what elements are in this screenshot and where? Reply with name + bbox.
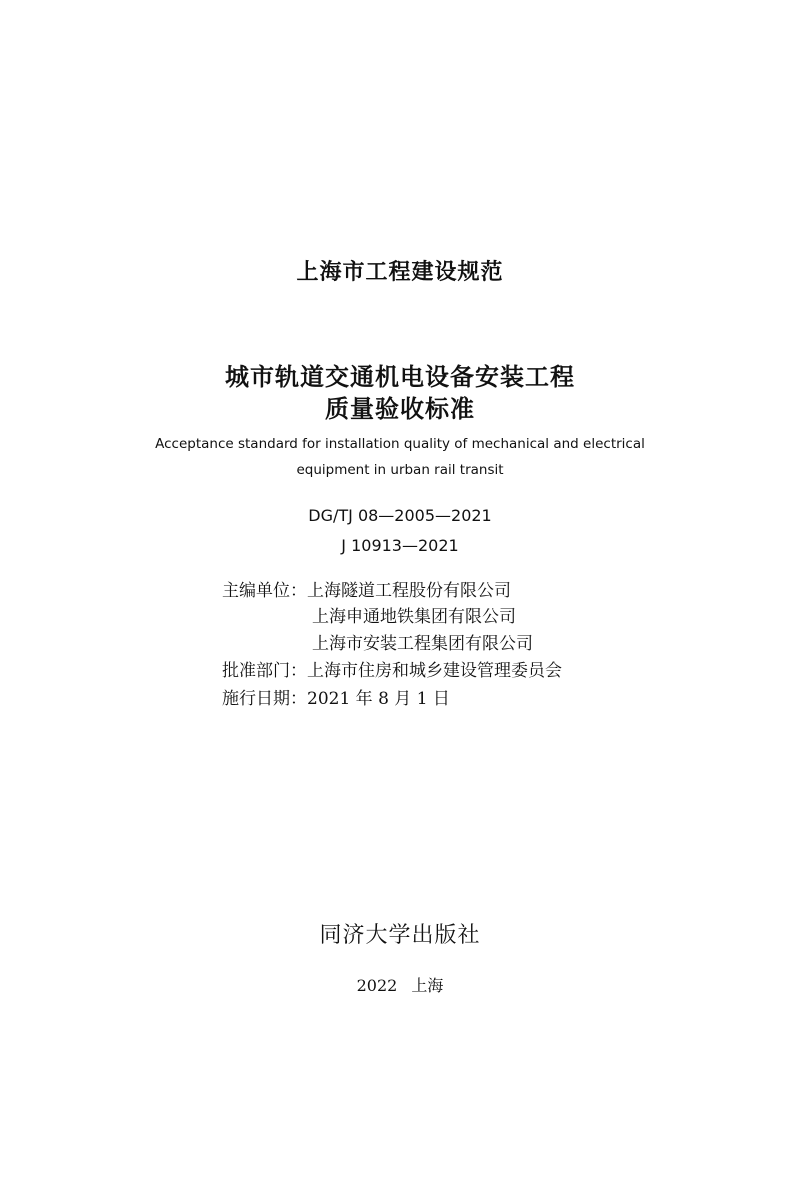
publication-year: 2022 (356, 976, 398, 995)
english-title-line-1: Acceptance standard for installation quality of mechanical and electrical (155, 436, 645, 452)
approval-department: 上海市住房和城乡建设管理委员会 (307, 661, 562, 681)
approval-label: 批准部门 (222, 661, 290, 681)
main-title-line-1: 城市轨道交通机电设备安装工程 (225, 363, 575, 391)
english-title-line-2: equipment in urban rail transit (296, 462, 504, 478)
editor-unit-2: 上海申通地铁集团有限公司 (312, 607, 516, 627)
effective-date-row (222, 687, 450, 711)
effective-date: 2021 年 8 月 1 日 (307, 689, 450, 709)
editor-unit-1: 上海隧道工程股份有限公司 (307, 581, 511, 601)
series-title: 上海市工程建设规范 (296, 260, 504, 285)
date-label: 施行日期 (222, 689, 290, 709)
approval-row (222, 659, 562, 683)
editor-label: 主编单位 (222, 581, 290, 601)
label-separator: ： (290, 581, 307, 601)
publication-line (0, 973, 800, 996)
record-code: J 10913—2021 (341, 536, 459, 555)
editor-row (222, 579, 511, 603)
label-separator: ： (290, 689, 307, 709)
main-title-line-2: 质量验收标准 (325, 395, 475, 423)
publication-city: 上海 (411, 976, 444, 995)
standard-code: DG/TJ 08—2005—2021 (308, 506, 492, 525)
publisher-name: 同济大学出版社 (319, 923, 481, 948)
editor-unit-3: 上海市安装工程集团有限公司 (312, 634, 533, 654)
label-separator: ： (290, 661, 307, 681)
